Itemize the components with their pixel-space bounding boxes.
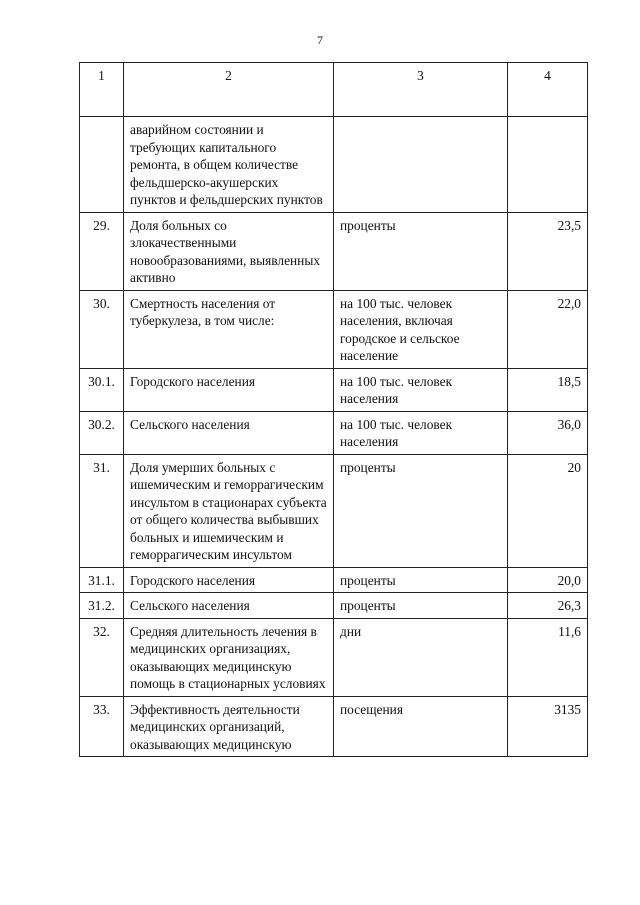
row-value: 11,6 <box>508 618 588 696</box>
row-value: 22,0 <box>508 290 588 368</box>
row-number: 31. <box>80 454 124 567</box>
indicators-table <box>79 62 588 757</box>
row-number: 32. <box>80 618 124 696</box>
row-value: 20 <box>508 454 588 567</box>
row-number: 33. <box>80 696 124 757</box>
table-row <box>80 618 588 696</box>
row-number: 31.1. <box>80 567 124 593</box>
table-header-row <box>80 63 588 117</box>
row-number: 29. <box>80 212 124 290</box>
column-header-indicator: 2 <box>124 63 334 117</box>
row-unit: проценты <box>334 212 508 290</box>
table-row <box>80 567 588 593</box>
column-header-unit: 3 <box>334 63 508 117</box>
page-number: 7 <box>317 33 323 47</box>
row-value: 36,0 <box>508 411 588 454</box>
row-number: 30.2. <box>80 411 124 454</box>
row-indicator: Доля умерших больных с ишемическим и геморрагическим инсультом в стационарах субъекта от общего количества выбывших больных и ишемическим и геморрагическим инсультом <box>124 454 334 567</box>
row-indicator: Сельского населения <box>124 411 334 454</box>
row-unit: проценты <box>334 454 508 567</box>
row-unit: проценты <box>334 567 508 593</box>
table-row <box>80 117 588 213</box>
table-row <box>80 593 588 619</box>
table-row <box>80 212 588 290</box>
row-indicator: Эффективность деятельности медицинских организаций, оказывающих медицинскую <box>124 696 334 757</box>
table-row <box>80 290 588 368</box>
row-unit: дни <box>334 618 508 696</box>
row-indicator: Городского населения <box>124 567 334 593</box>
column-header-value: 4 <box>508 63 588 117</box>
row-value: 3135 <box>508 696 588 757</box>
row-number <box>80 117 124 213</box>
row-unit: на 100 тыс. человек населения <box>334 368 508 411</box>
row-unit: на 100 тыс. человек населения <box>334 411 508 454</box>
row-unit <box>334 117 508 213</box>
row-number: 30. <box>80 290 124 368</box>
row-value: 26,3 <box>508 593 588 619</box>
row-unit: посещения <box>334 696 508 757</box>
row-indicator: Доля больных со злокачественными новообразованиями, выявленных активно <box>124 212 334 290</box>
row-number: 31.2. <box>80 593 124 619</box>
row-indicator: аварийном состоянии и требующих капитального ремонта, в общем количестве фельдшерско-акушерских пунктов и фельдшерских пунктов <box>124 117 334 213</box>
table-row <box>80 411 588 454</box>
table-row <box>80 454 588 567</box>
row-number: 30.1. <box>80 368 124 411</box>
row-indicator: Сельского населения <box>124 593 334 619</box>
table-row <box>80 368 588 411</box>
row-indicator: Смертность населения от туберкулеза, в том числе: <box>124 290 334 368</box>
row-value: 23,5 <box>508 212 588 290</box>
row-unit: на 100 тыс. человек населения, включая городское и сельское население <box>334 290 508 368</box>
row-value <box>508 117 588 213</box>
row-value: 20,0 <box>508 567 588 593</box>
row-unit: проценты <box>334 593 508 619</box>
row-indicator: Средняя длительность лечения в медицинских организациях, оказывающих медицинскую помощь в стационарных условиях <box>124 618 334 696</box>
column-header-number: 1 <box>80 63 124 117</box>
row-indicator: Городского населения <box>124 368 334 411</box>
table-row <box>80 696 588 757</box>
row-value: 18,5 <box>508 368 588 411</box>
